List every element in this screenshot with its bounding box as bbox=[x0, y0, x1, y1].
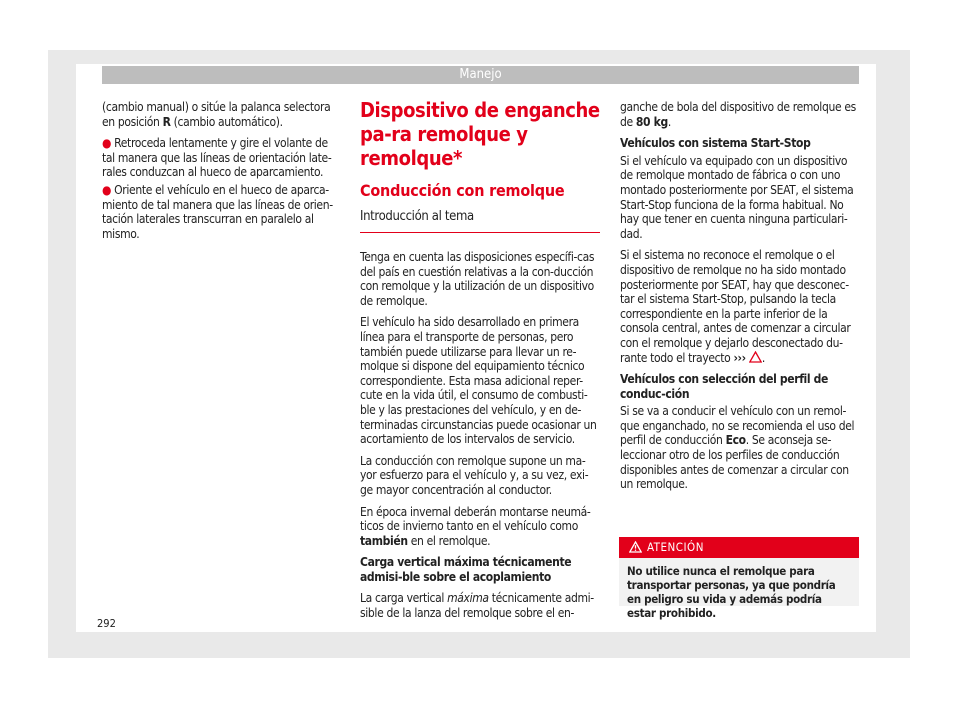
middle-column bbox=[360, 98, 600, 628]
warning-triangle-icon bbox=[629, 541, 642, 553]
bullet-icon: ● bbox=[102, 136, 112, 151]
mid-paragraph-4: En época invernal deberán montarse neumá-ticos de invierno tanto en el vehículo como también en el remolque. bbox=[360, 504, 591, 548]
reference-arrows[interactable]: ››› bbox=[733, 350, 746, 365]
right-paragraph-4: Si se va a conducir el vehículo con un remol-que enganchado, no se recomienda el uso del perfil de conducción Eco. Se aconseja se-leccionar otro de los perfiles de conducción disponibles antes de comenzar a circular con un remolque. bbox=[620, 404, 855, 492]
mid-paragraph-5: La carga vertical máxima técnicamente admi-sible de la lanza del remolque sobre el en- bbox=[360, 591, 594, 621]
right-paragraph-1: ganche de bola del dispositivo de remolque es de 80 kg. bbox=[620, 100, 856, 129]
warning-box bbox=[619, 537, 859, 620]
mid-paragraph-1: Tenga en cuenta las disposiciones específi-cas del país en cuestión relativas a la con-ducción con remolque y la utilización de un dispositivo de remolque. bbox=[360, 250, 595, 308]
list-item: ● Retroceda lentamente y gire el volante de tal manera que las líneas de orientación late-rales conduzcan al hueco de aparcamiento. bbox=[102, 136, 332, 180]
list-item: ● Oriente el vehículo en el hueco de aparca-miento de tal manera que las líneas de orien-tación laterales transcurran en paralelo al mismo. bbox=[102, 182, 333, 241]
right-column bbox=[620, 100, 860, 499]
section-title: Conducción con remolque bbox=[360, 181, 565, 200]
right-paragraph-2: Si el vehículo va equipado con un dispositivo de remolque montado de fábrica o con uno montado posteriormente por SEAT, el sistema Start-Stop funciona de la forma habitual. No hay que tener en cuenta ninguna particulari-dad. bbox=[620, 153, 854, 241]
topic-heading: Introducción al tema bbox=[360, 208, 600, 233]
section-header: Manejo bbox=[102, 66, 859, 84]
warning-text: No utilice nunca el remolque para transportar personas, ya que pondría en peligro su vida y además podría estar prohibido. bbox=[627, 564, 836, 620]
chapter-title: Dispositivo de enganche pa-ra remolque y remolque* bbox=[360, 98, 600, 170]
warning-triangle-icon bbox=[749, 351, 762, 363]
page-number: 292 bbox=[97, 617, 116, 630]
subheading-driving-profile: Vehículos con selección del perfil de conduc-ción bbox=[620, 372, 829, 401]
bullet-icon: ● bbox=[102, 182, 112, 197]
warning-label: ATENCIÓN bbox=[647, 540, 704, 554]
mid-paragraph-2: El vehículo ha sido desarrollado en primera línea para el transporte de personas, pero también puede utilizarse para llevar un re-molque si dispone del equipamiento técnico correspondiente. Esta masa adicional reper-cute en la vida útil, el consumo de combusti-ble y las prestaciones del vehículo, y en de-terminadas circunstancias puede ocasionar un acortamiento de los intervalos de servicio. bbox=[360, 315, 597, 447]
subheading-vertical-load: Carga vertical máxima técnicamente admisi-ble sobre el acoplamiento bbox=[360, 555, 572, 584]
right-paragraph-3: Si el sistema no reconoce el remolque o el dispositivo de remolque no ha sido montado posteriormente por SEAT, hay que desconec-tar el sistema Start-Stop, pulsando la tecla correspondiente en la parte inferior de la consola central, antes de comenzar a circular con el remolque y dejarlo desconectado du-rante todo el trayecto ››› . bbox=[620, 248, 851, 365]
subheading-start-stop: Vehículos con sistema Start-Stop bbox=[620, 136, 811, 151]
mid-paragraph-3: La conducción con remolque supone un ma-yor esfuerzo para el vehículo y, a su vez, exi-ge mayor concentración al conductor. bbox=[360, 453, 589, 497]
warning-header bbox=[619, 537, 859, 558]
left-column bbox=[102, 100, 338, 248]
left-paragraph-1: (cambio manual) o sitúe la palanca selectora en posición R (cambio automático). bbox=[102, 100, 331, 129]
